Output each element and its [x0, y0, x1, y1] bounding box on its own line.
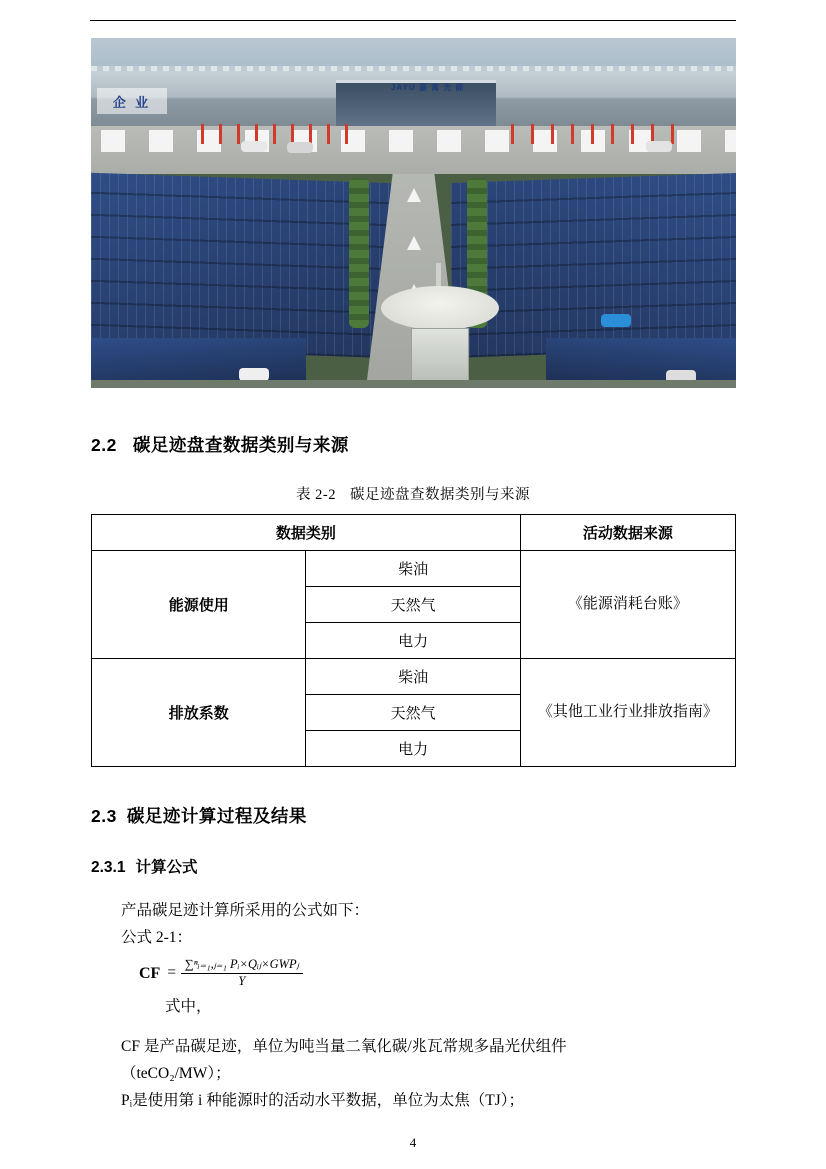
paragraph-def-cf-line2: （teCO₂/MW）；: [121, 1064, 231, 1082]
table-cell-item: 柴油: [306, 659, 520, 695]
table-cell-item: 天然气: [306, 695, 520, 731]
photo-round-canopy: [381, 286, 499, 330]
heading-2-3-title: 碳足迹计算过程及结果: [126, 806, 307, 826]
photo-road-arrow: [407, 236, 421, 250]
photo-road-arrow: [407, 188, 421, 202]
photo-company-logo: JAYU 嘉 寓 光 能: [391, 83, 465, 92]
photo-car: [646, 141, 672, 152]
table-caption-title: 碳足迹盘查数据类别与来源: [349, 487, 530, 503]
table-cell-category: 能源使用: [92, 551, 306, 659]
heading-2-2-number: 2.2: [91, 435, 117, 455]
table-caption-number: 表 2-2: [296, 487, 336, 503]
body-text-block: [121, 898, 741, 1114]
header-rule: [90, 20, 736, 21]
photo-hedge-left: [349, 178, 369, 328]
table-cell-item: 天然气: [306, 587, 520, 623]
photo-carport-left: [91, 338, 306, 382]
formula-lhs: CF: [139, 964, 161, 982]
table-header-category: 数据类别: [92, 515, 521, 551]
table-cell-source: 《其他工业行业排放指南》: [520, 659, 735, 767]
table-header-source: 活动数据来源: [520, 515, 735, 551]
formula-2-1: [121, 957, 741, 989]
photo-roofline: [91, 66, 736, 71]
photo-gate-booth: [411, 328, 469, 384]
data-source-table: [91, 514, 736, 767]
table-cell-item: 电力: [306, 731, 520, 767]
page-number: 4: [409, 1135, 417, 1150]
table-cell-category: 排放系数: [92, 659, 306, 767]
photo-car: [287, 142, 313, 153]
photo-solar-panels-right: [451, 173, 736, 358]
photo-flag-row-left: [201, 124, 361, 144]
photo-bottom-edge: [91, 380, 736, 388]
heading-2-2-title: 碳足迹盘查数据类别与来源: [132, 435, 349, 455]
formula-numerator: ∑ⁿᵢ₌₁,ⱼ₌₁ Pᵢ×Qᵢⱼ×GWPⱼ: [181, 957, 303, 974]
heading-2-3: [91, 803, 307, 828]
photo-building-sign: 企 业: [97, 88, 167, 114]
formula-equals: =: [166, 964, 177, 982]
heading-2-2: [91, 432, 349, 457]
table-row: [92, 551, 736, 587]
table-row: [92, 659, 736, 695]
paragraph-where-label: 式中，: [165, 997, 212, 1015]
table-header-row: [92, 515, 736, 551]
formula-denominator: Y: [238, 973, 246, 988]
paragraph-formula-label: 公式 2-1：: [121, 928, 193, 946]
heading-2-3-1-number: 2.3.1: [91, 859, 126, 876]
table-caption: [0, 483, 826, 504]
table-cell-item: 柴油: [306, 551, 520, 587]
table-cell-source: 《能源消耗台账》: [520, 551, 735, 659]
heading-2-3-number: 2.3: [91, 806, 117, 826]
photo-blue-car: [601, 314, 631, 327]
photo-carport-right: [546, 338, 736, 382]
heading-2-3-1-title: 计算公式: [135, 859, 198, 876]
aerial-photo-solar-factory: [91, 38, 736, 388]
photo-car: [241, 141, 267, 152]
paragraph-intro: 产品碳足迹计算所采用的公式如下：: [121, 902, 370, 919]
paragraph-def-cf-line1: CF 是产品碳足迹，单位为吨当量二氧化碳/兆瓦常规多晶光伏组件: [121, 1038, 567, 1056]
formula-fraction: [181, 957, 303, 989]
photo-solar-panels-left: [91, 173, 391, 358]
paragraph-def-pi: Pᵢ是使用第 i 种能源时的活动水平数据，单位为太焦（TJ）；: [121, 1091, 524, 1109]
table-cell-item: 电力: [306, 623, 520, 659]
heading-2-3-1: [91, 855, 198, 877]
